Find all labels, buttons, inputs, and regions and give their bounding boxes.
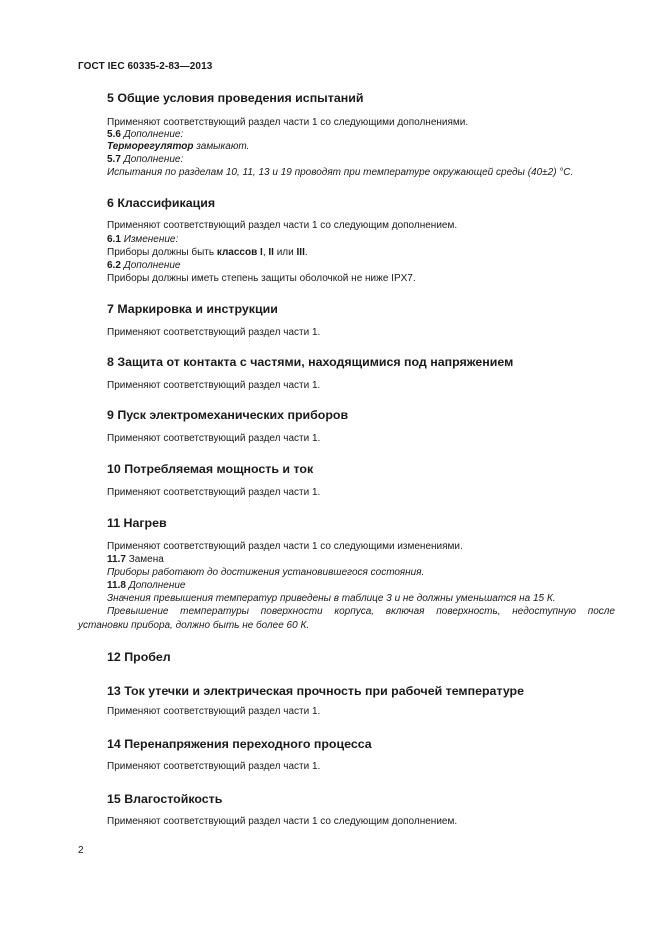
section-14-text: Применяют соответствующий раздел части 1. <box>107 761 321 772</box>
section-11-7-label <box>107 554 164 566</box>
section-11-8-text-1: Значения превышения температур приведены в таблице 3 и не должны уменьшатся на 15 К. <box>107 593 556 604</box>
section-12-heading: 12 Пробел <box>107 650 171 664</box>
section-5-6-text <box>107 141 249 153</box>
section-15-heading: 15 Влагостойкость <box>107 792 223 806</box>
text-part: , <box>262 247 266 258</box>
clause-type: Дополнение <box>128 580 186 591</box>
section-5-6-label <box>107 129 183 141</box>
section-13-text: Применяют соответствующий раздел части 1. <box>107 706 321 717</box>
section-11-8-label <box>107 580 185 592</box>
clause-type: Дополнение <box>123 260 181 271</box>
text-part: . <box>304 247 308 258</box>
section-5-heading: 5 Общие условия проведения испытаний <box>107 91 364 105</box>
clause-number: 11.7 <box>107 554 126 565</box>
clause-number: 5.7 <box>107 154 121 165</box>
section-11-heading: 11 Нагрев <box>107 516 167 530</box>
section-6-2-label <box>107 260 180 272</box>
section-5-text: Применяют соответствующий раздел части 1 со следующими дополнениями. <box>107 117 469 128</box>
text-bold: классов <box>216 247 258 258</box>
clause-number: 6.1 <box>107 234 121 245</box>
section-5-7-label <box>107 154 183 166</box>
text-bold: III <box>296 247 305 258</box>
section-8-text: Применяют соответствующий раздел части 1. <box>107 380 321 391</box>
clause-number: 5.6 <box>107 129 121 140</box>
term: Терморегулятор <box>107 141 194 152</box>
text-part: или <box>276 247 294 258</box>
section-7-text: Применяют соответствующий раздел части 1. <box>107 327 321 338</box>
document-header: ГОСТ IEC 60335-2-83—2013 <box>78 61 213 72</box>
section-8-heading: 8 Защита от контакта с частями, находящимися под напряжением <box>107 355 514 369</box>
clause-type: Дополнение: <box>123 129 184 140</box>
section-7-heading: 7 Маркировка и инструкции <box>107 302 278 316</box>
section-6-1-label <box>107 234 178 246</box>
clause-number: 11.8 <box>107 580 126 591</box>
section-11-8-text-2: Превышение температуры поверхности корпуса, включая поверхность, недоступную после <box>107 606 615 617</box>
section-9-text: Применяют соответствующий раздел части 1. <box>107 433 321 444</box>
section-13-heading: 13 Ток утечки и электрическая прочность при рабочей температуре <box>107 684 525 698</box>
section-6-heading: 6 Классификация <box>107 196 216 210</box>
text-part: Приборы должны быть <box>107 247 215 258</box>
section-11-8-text-3: установки прибора, должно быть не более 60 К. <box>78 620 310 631</box>
section-14-heading: 14 Перенапряжения переходного процесса <box>107 737 372 751</box>
section-10-text: Применяют соответствующий раздел части 1. <box>107 487 321 498</box>
section-5-7-text: Испытания по разделам 10, 11, 13 и 19 проводят при температуре окружающей среды (40±2) °C. <box>107 167 574 178</box>
term-rest: замыкают. <box>196 141 250 152</box>
page-number: 2 <box>78 845 84 856</box>
section-6-1-text <box>107 247 308 259</box>
section-15-text: Применяют соответствующий раздел части 1 со следующим дополнением. <box>107 816 458 827</box>
section-10-heading: 10 Потребляемая мощность и ток <box>107 462 314 476</box>
section-9-heading: 9 Пуск электромеханических приборов <box>107 408 349 422</box>
section-6-2-text: Приборы должны иметь степень защиты оболочкой не ниже IPX7. <box>107 273 416 284</box>
text-bold: II <box>268 247 274 258</box>
clause-type: Замена <box>128 554 164 565</box>
section-11-7-text: Приборы работают до достижения установившегося состояния. <box>107 567 425 578</box>
clause-type: Дополнение: <box>123 154 184 165</box>
clause-number: 6.2 <box>107 260 121 271</box>
text-bold: I <box>260 247 263 258</box>
section-11-text: Применяют соответствующий раздел части 1 со следующими изменениями. <box>107 541 463 552</box>
clause-type: Изменение: <box>123 234 179 245</box>
section-6-text: Применяют соответствующий раздел части 1 со следующим дополнением. <box>107 220 458 231</box>
